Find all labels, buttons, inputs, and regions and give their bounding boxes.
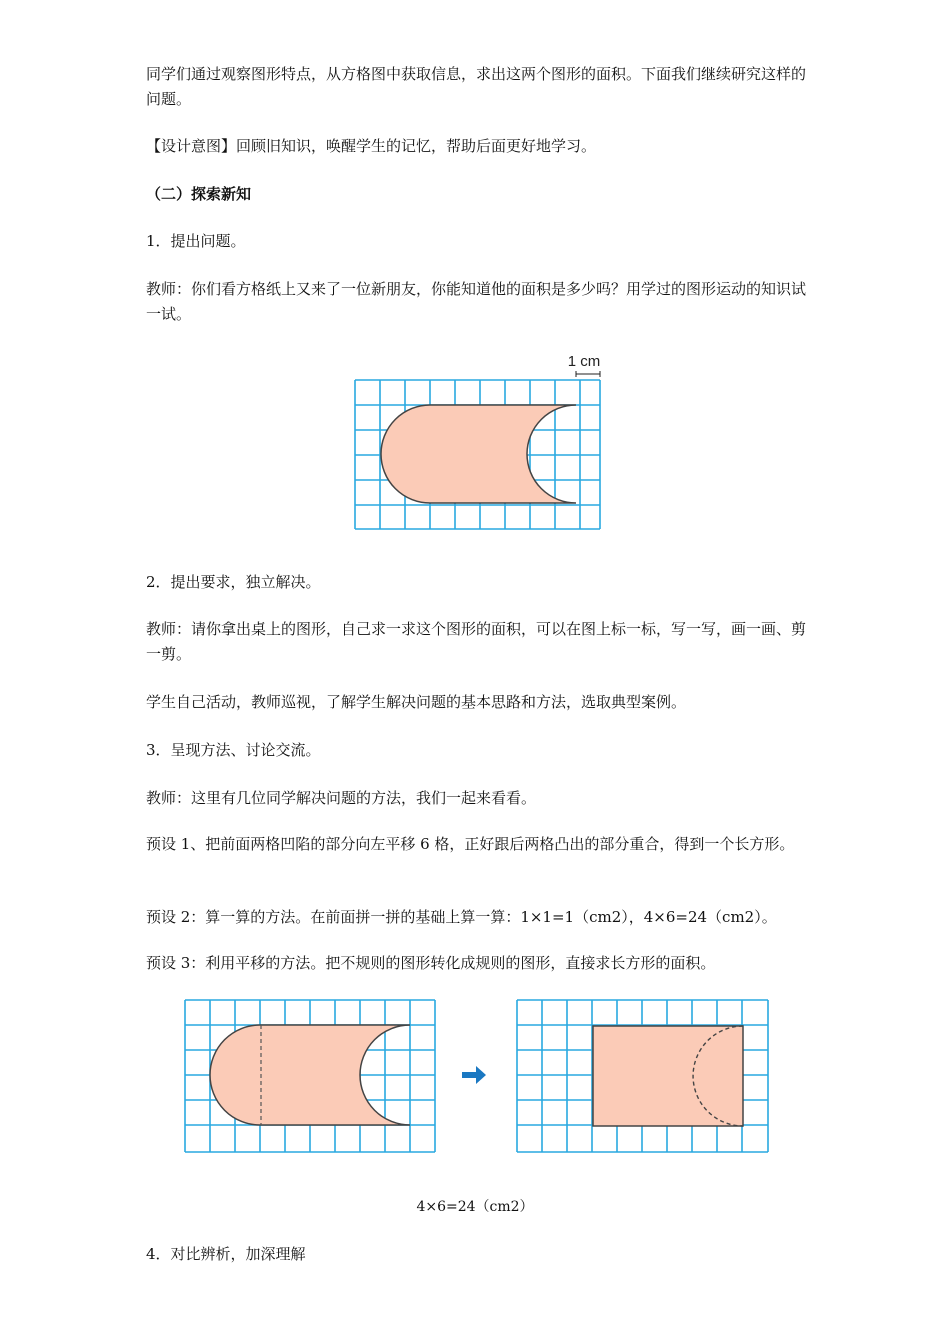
step2-activity: 学生自己活动，教师巡视，了解学生解决问题的基本思路和方法，选取典型案例。	[146, 693, 687, 711]
preset2: 预设 2：算一算的方法。在前面拼一拼的基础上算一算：1×1=1（cm2），4×6=24（cm2）。	[146, 908, 777, 926]
preset1: 预设 1、把前面两格凹陷的部分向左平移 6 格，正好跟后两格凸出的部分重合，得到一个长方形。	[146, 835, 795, 853]
unit-label-1cm	[568, 353, 601, 377]
step2-teacher: 教师：请你拿出桌上的图形，自己求一求这个图形的面积，可以在图上标一标，写一写，画一画、剪一剪。	[146, 620, 807, 663]
step1-teacher: 教师：你们看方格纸上又来了一位新朋友，你能知道他的面积是多少吗？用学过的图形运动的知识试一试。	[146, 280, 807, 323]
step4-title: 4．对比辨析，加深理解	[146, 1245, 306, 1263]
result-rectangle	[593, 1026, 743, 1126]
design-intent: 【设计意图】回顾旧知识，唤醒学生的记忆，帮助后面更好地学习。	[146, 137, 597, 155]
step3-teacher: 教师：这里有几位同学解决问题的方法，我们一起来看看。	[146, 789, 537, 807]
svg-text:1 cm: 1 cm	[567, 353, 601, 370]
arrow-right-icon	[462, 1066, 486, 1084]
figure-shape-on-grid	[340, 340, 615, 535]
section-heading: （二）探索新知	[146, 185, 252, 203]
preset3: 预设 3：利用平移的方法。把不规则的图形转化成规则的图形，直接求长方形的面积。	[146, 954, 716, 972]
step3-title: 3．呈现方法、讨论交流。	[146, 741, 321, 759]
intro-paragraph: 同学们通过观察图形特点，从方格图中获取信息，求出这两个图形的面积。下面我们继续研究这样的问题。	[146, 65, 807, 108]
step2-title: 2．提出要求，独立解决。	[146, 573, 321, 591]
cutout-shape-1	[381, 405, 576, 503]
figure-translation	[180, 996, 775, 1156]
formula-caption: 4×6=24（cm2）	[416, 1199, 534, 1215]
step1-title: 1．提出问题。	[146, 232, 246, 250]
